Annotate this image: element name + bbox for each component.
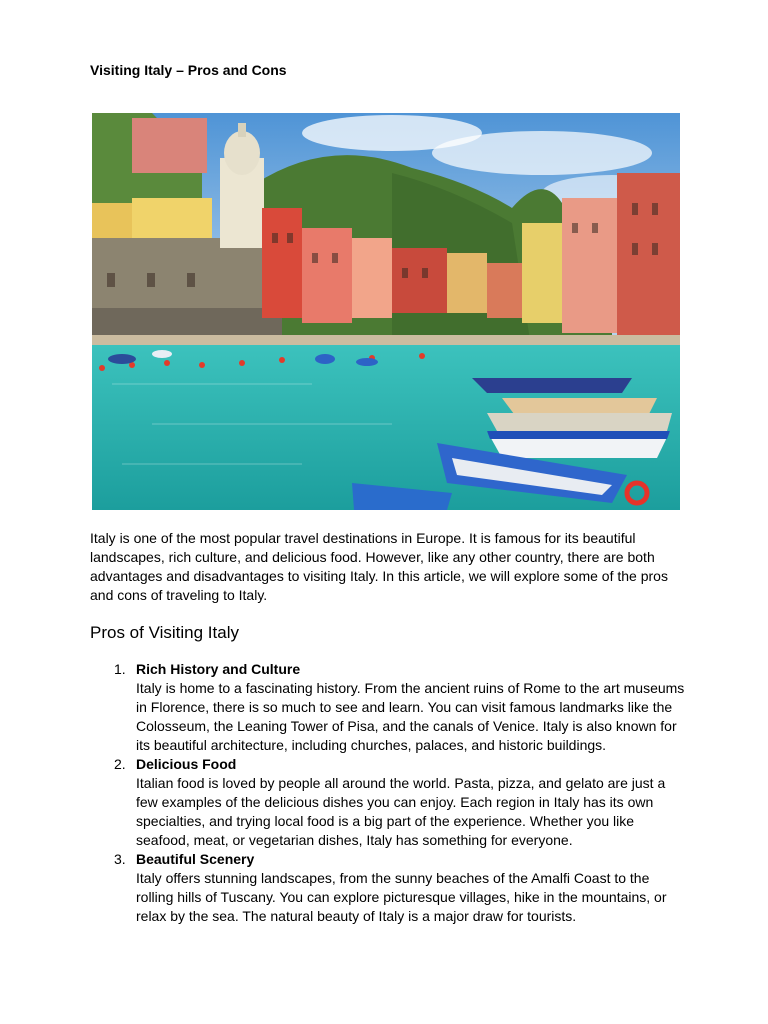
intro-paragraph: Italy is one of the most popular travel destinations in Europe. It is famous for its beautiful landscapes, rich culture, and delicious food. However, like any other country, there are both advantages and disadvantages to visiting Italy. In this article, we will explore some of the pros and cons of traveling to Italy. xyxy=(90,530,668,603)
list-number: 2. xyxy=(114,756,126,772)
pros-list-item xyxy=(90,660,690,755)
pros-list xyxy=(90,660,690,926)
pros-list-item xyxy=(90,755,690,850)
pros-item-title: Beautiful Scenery xyxy=(136,851,255,867)
harbor-village-illustration xyxy=(92,113,680,510)
list-number: 3. xyxy=(114,851,126,867)
pros-item-title: Rich History and Culture xyxy=(136,661,301,677)
pros-item-body: Italy is home to a fascinating history. From the ancient ruins of Rome to the art museums in Florence, there is so much to see and learn. You can visit famous landmarks like the Colosseum, the Leaning Tower of Pisa, and the canals of Venice. Italy is also known for its beautiful architecture, including churches, palaces, and historic buildings. xyxy=(136,680,685,753)
pros-item-body: Italy offers stunning landscapes, from the sunny beaches of the Amalfi Coast to the rolling hills of Tuscany. You can explore picturesque villages, hike in the mountains, or relax by the sea. The natural beauty of Italy is a major draw for tourists. xyxy=(136,870,667,924)
pros-item-title: Delicious Food xyxy=(136,756,237,772)
pros-list-item xyxy=(90,850,690,926)
pros-item-body: Italian food is loved by people all around the world. Pasta, pizza, and gelato are just a few examples of the delicious dishes you can enjoy. Each region in Italy has its own specialties, and trying local food is a big part of the experience. Whether you like seafood, meat, or vegetarian dishes, Italy has something for everyone. xyxy=(136,775,666,848)
list-number: 1. xyxy=(114,661,126,677)
document-title: Visiting Italy – Pros and Cons xyxy=(90,62,287,78)
pros-heading: Pros of Visiting Italy xyxy=(90,623,239,642)
hero-photo xyxy=(92,113,680,510)
